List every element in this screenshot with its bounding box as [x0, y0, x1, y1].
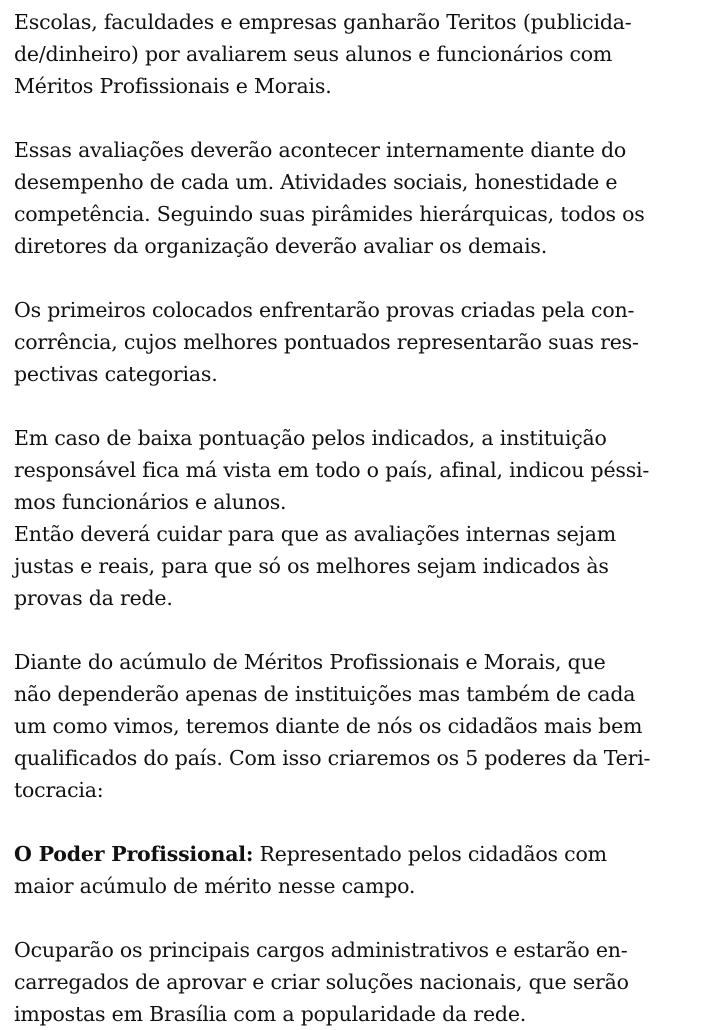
- paragraph-spacer: [14, 806, 703, 838]
- text-line: Os primeiros colocados enfrentarão provas criadas pela con-: [14, 298, 635, 322]
- section-heading: O Poder Profissional:: [14, 842, 254, 866]
- text-line: Em caso de baixa pontuação pelos indicados, a instituição: [14, 426, 607, 450]
- paragraph-3: [14, 294, 703, 390]
- text-line: desempenho de cada um. Atividades sociais, honestidade e: [14, 170, 618, 194]
- paragraph-spacer: [14, 902, 703, 934]
- text-line: carregados de aprovar e criar soluções nacionais, que serão: [14, 970, 629, 994]
- text-line: justas e reais, para que só os melhores sejam indicados às: [14, 554, 609, 578]
- heading-continuation: Representado pelos cidadãos com: [253, 842, 607, 866]
- text-line: competência. Seguindo suas pirâmides hierárquicas, todos os: [14, 202, 645, 226]
- text-line: Escolas, faculdades e empresas ganharão Teritos (publicida-: [14, 10, 632, 34]
- paragraph-6: [14, 838, 703, 902]
- paragraph-7: [14, 934, 703, 1030]
- text-line: Essas avaliações deverão acontecer internamente diante do: [14, 138, 627, 162]
- text-line: corrência, cujos melhores pontuados representarão suas res-: [14, 330, 639, 354]
- paragraph-spacer: [14, 390, 703, 422]
- text-line: mos funcionários e alunos.: [14, 490, 287, 514]
- text-line: tocracia:: [14, 778, 104, 802]
- text-line: Méritos Profissionais e Morais.: [14, 74, 332, 98]
- paragraph-5: [14, 646, 703, 806]
- text-line: pectivas categorias.: [14, 362, 218, 386]
- text-line-with-heading: [14, 838, 703, 870]
- text-line: diretores da organização deverão avaliar os demais.: [14, 234, 548, 258]
- text-line: impostas em Brasília com a popularidade da rede.: [14, 1002, 527, 1026]
- text-line: de/dinheiro) por avaliarem seus alunos e funcionários com: [14, 42, 613, 66]
- text-line: Diante do acúmulo de Méritos Profissionais e Morais, que: [14, 650, 606, 674]
- text-line: responsável fica má vista em todo o país, afinal, indicou péssi-: [14, 458, 650, 482]
- text-line: Então deverá cuidar para que as avaliações internas sejam: [14, 522, 617, 546]
- text-line: Ocuparão os principais cargos administrativos e estarão en-: [14, 938, 628, 962]
- paragraph-2: [14, 134, 703, 262]
- paragraph-spacer: [14, 102, 703, 134]
- text-line: não dependerão apenas de instituições mas também de cada: [14, 682, 636, 706]
- paragraph-spacer: [14, 614, 703, 646]
- paragraph-spacer: [14, 262, 703, 294]
- paragraph-4: [14, 422, 703, 614]
- text-line: provas da rede.: [14, 586, 173, 610]
- text-line: maior acúmulo de mérito nesse campo.: [14, 874, 416, 898]
- paragraph-1: [14, 6, 703, 102]
- text-line: qualificados do país. Com isso criaremos os 5 poderes da Teri-: [14, 746, 651, 770]
- text-line: um como vimos, teremos diante de nós os cidadãos mais bem: [14, 714, 643, 738]
